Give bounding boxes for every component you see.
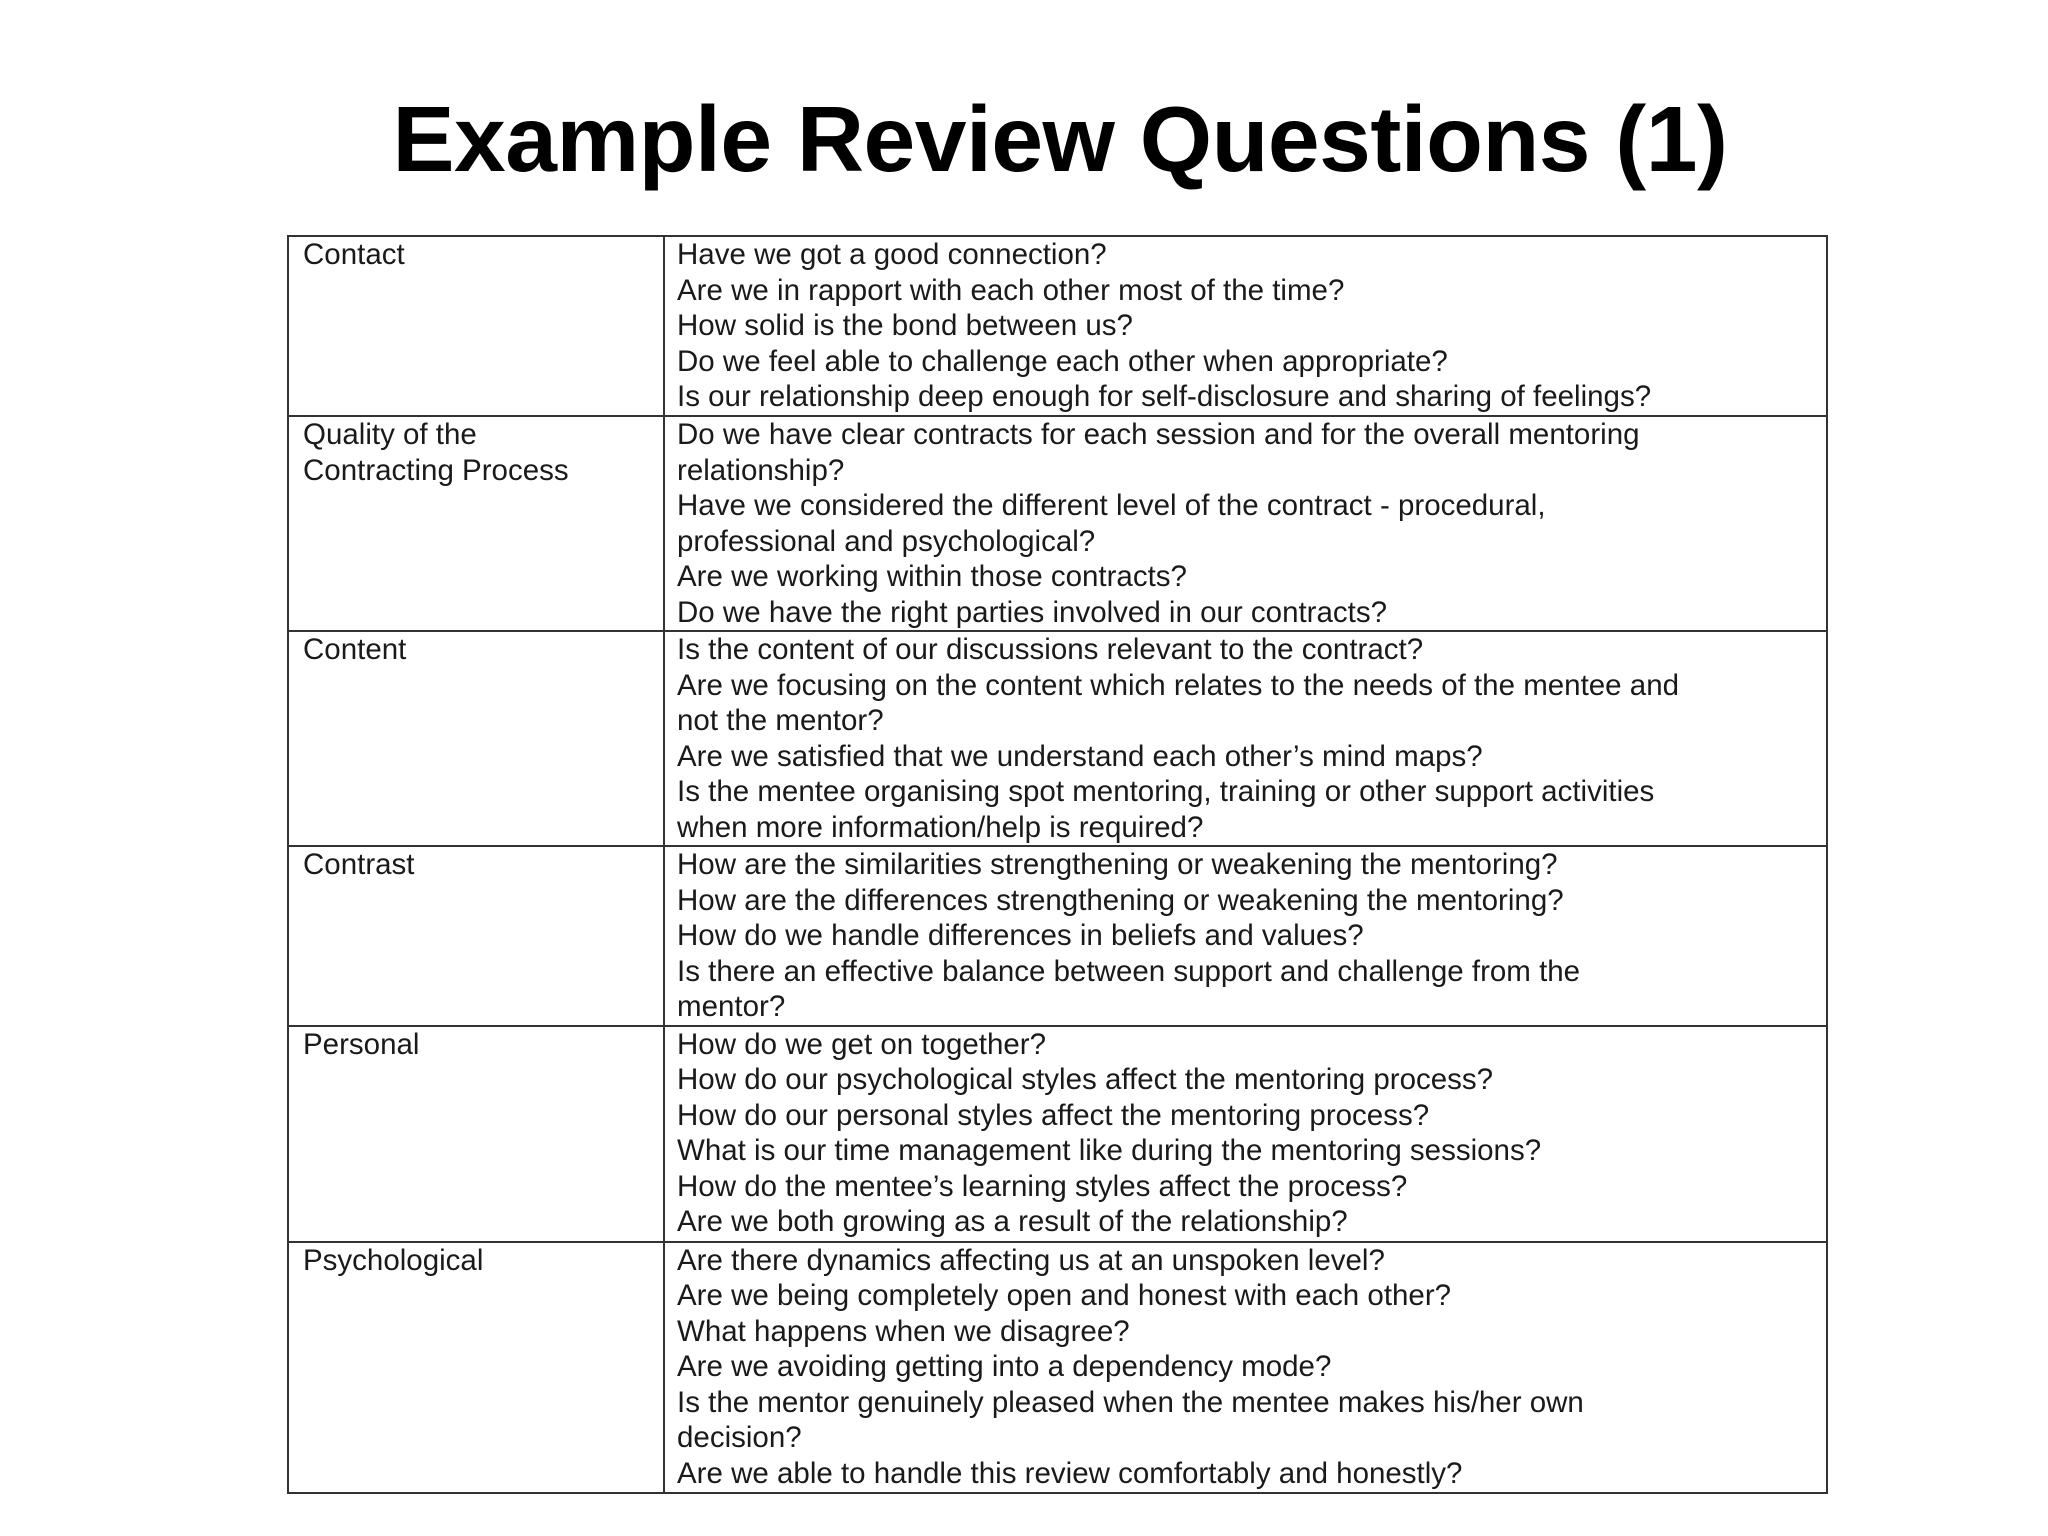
question-line: How solid is the bond between us? (677, 309, 1133, 342)
question-line: Is the mentee organising spot mentoring, training or other support activities (677, 775, 1655, 808)
question-line: How are the differences strengthening or weakening the mentoring? (677, 883, 1564, 917)
category-label: Psychological (303, 1243, 484, 1277)
question-line: Are we able to handle this review comfortably and honestly? (677, 1456, 1463, 1490)
category-cell (288, 416, 664, 631)
questions-cell (664, 1026, 1827, 1242)
category-cell (288, 1242, 664, 1493)
question-line: Do we have clear contracts for each session and for the overall mentoring (677, 418, 1640, 451)
question-line: Are we being completely open and honest with each other? (677, 1279, 1452, 1312)
table-row-psychological (288, 1242, 1827, 1493)
question-line: Is there an effective balance between support and challenge from the (677, 954, 1581, 988)
question-line: decision? (677, 1421, 802, 1454)
table-row-content (288, 631, 1827, 846)
table-row-contact (288, 236, 1827, 416)
question-line: Are we satisfied that we understand each other’s mind maps? (677, 739, 1483, 773)
question-line: How do our psychological styles affect the mentoring process? (677, 1063, 1494, 1096)
question-line: How do our personal styles affect the mentoring process? (677, 1098, 1430, 1132)
category-cell (288, 1026, 664, 1242)
question-line: What is our time management like during the mentoring sessions? (677, 1134, 1542, 1167)
category-cell (288, 846, 664, 1026)
question-line: What happens when we disagree? (677, 1314, 1130, 1348)
category-label: Contrast (303, 848, 415, 881)
question-line: Are we avoiding getting into a dependency mode? (677, 1350, 1332, 1383)
table-row-contracting-process (288, 416, 1827, 631)
question-line: Is the content of our discussions relevant to the contract? (677, 633, 1424, 666)
category-label: Contact (303, 238, 405, 271)
question-line: Do we have the right parties involved in our contracts? (677, 595, 1388, 629)
question-line: Is our relationship deep enough for self-disclosure and sharing of feelings? (677, 380, 1652, 413)
questions-cell (664, 236, 1827, 416)
question-line: How do we get on together? (677, 1027, 1046, 1061)
question-line: not the mentor? (677, 704, 884, 737)
question-line: How are the similarities strengthening or weakening the mentoring? (677, 848, 1558, 881)
questions-cell (664, 1242, 1827, 1493)
questions-cell (664, 416, 1827, 631)
question-line: Have we considered the different level of the contract - procedural, (677, 489, 1546, 522)
question-line: Are we working within those contracts? (677, 560, 1187, 593)
category-label: Personal (303, 1027, 420, 1061)
question-line: Are we in rapport with each other most of the time? (677, 273, 1345, 307)
question-line: How do we handle differences in beliefs and values? (677, 919, 1364, 952)
question-line: Is the mentor genuinely pleased when the mentee makes his/her own (677, 1385, 1584, 1419)
question-line: when more information/help is required? (677, 810, 1204, 844)
category-label: Content (303, 633, 407, 666)
question-line: Are we both growing as a result of the relationship? (677, 1205, 1348, 1238)
category-label: Quality of the (303, 418, 477, 451)
question-line: mentor? (677, 990, 786, 1023)
question-line: Have we got a good connection? (677, 238, 1107, 271)
questions-cell (664, 631, 1827, 846)
question-line: Are there dynamics affecting us at an unspoken level? (677, 1243, 1385, 1277)
table-row-contrast (288, 846, 1827, 1026)
question-line: Are we focusing on the content which relates to the needs of the mentee and (677, 668, 1680, 702)
review-questions-table (287, 235, 1828, 1494)
slide-title: Example Review Questions (1) (392, 87, 1728, 191)
question-line: professional and psychological? (677, 524, 1096, 558)
category-cell (288, 236, 664, 416)
questions-cell (664, 846, 1827, 1026)
category-label: Contracting Process (303, 453, 569, 487)
question-line: How do the mentee’s learning styles affect the process? (677, 1169, 1408, 1203)
question-line: relationship? (677, 453, 845, 487)
question-line: Do we feel able to challenge each other when appropriate? (677, 344, 1448, 378)
category-cell (288, 631, 664, 846)
table-row-personal (288, 1026, 1827, 1242)
